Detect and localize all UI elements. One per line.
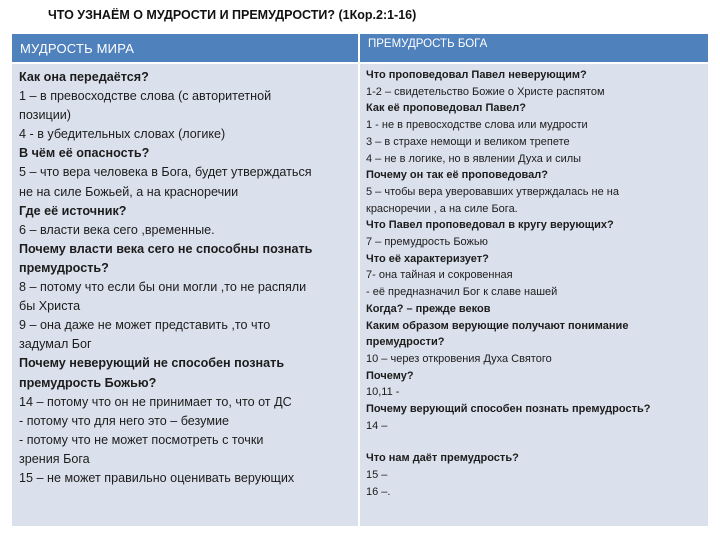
answer-line: 15 – не может правильно оценивать верующих [19,470,295,485]
question-line: Почему он так её проповедовал? [366,169,548,182]
answer-line: зрения Бога [19,451,90,466]
header-worldly-wisdom: МУДРОСТЬ МИРА [12,34,358,62]
answer-line: 14 – потому что он не принимает то, что от ДС [19,394,292,409]
answer-line: 16 –. [366,485,391,498]
answer-line: 1 - не в превосходстве слова или мудрости [366,119,588,132]
question-line: Как её проповедовал Павел? [366,102,526,115]
question-line: премудрости? [366,336,445,349]
question-line: Что нам даёт премудрость? [366,452,519,465]
worldly-wisdom-cell [12,64,358,526]
question-line: Что её характеризует? [366,252,489,265]
question-line: Почему? [366,369,414,382]
answer-line: 3 – в страхе немощи и великом трепете [366,135,570,148]
answer-line: 7- она тайная и сокровенная [366,269,513,282]
answer-line: 7 – премудрость Божью [366,236,488,249]
answer-line: 6 – власти века сего ,временные. [19,222,215,237]
answer-line: красноречии , а на силе Бога. [366,202,518,215]
answer-line: 5 – что вера человека в Бога, будет утверждаться [19,165,312,180]
answer-line: позиции) [19,108,71,123]
answer-line: задумал Бог [19,337,92,352]
answer-line: бы Христа [19,299,81,314]
answer-line: 4 - в убедительных словах (логике) [19,127,226,142]
header-divine-wisdom: ПРЕМУДРОСТЬ БОГА [360,34,708,62]
question-line: Почему верующий способен познать премудрость? [366,403,651,416]
comparison-table [12,34,708,526]
answer-line: 1-2 – свидетельство Божие о Христе распятом [366,85,605,98]
answer-line: 15 – [366,469,388,482]
question-line: премудрость Божью? [19,375,157,390]
question-line: Когда? – прежде веков [366,302,491,315]
question-line: Как она передаётся? [19,70,149,84]
slide-title-main: ЧТО УЗНАЁМ О МУДРОСТИ И ПРЕМУДРОСТИ? [48,8,336,22]
question-line: премудрость? [19,260,109,275]
answer-line: 14 – [366,419,388,432]
answer-line: 4 – не в логике, но в явлении Духа и силы [366,152,582,165]
question-line: Каким образом верующие получают понимание [366,319,629,332]
answer-line: 1 – в превосходстве слова (с авторитетной [19,89,272,104]
slide-title-reference: (1Кор.2:1-16) [338,8,417,22]
question-line: Что проповедовал Павел неверующим? [366,69,587,81]
answer-line: 5 – чтобы вера уверовавших утверждалась не на [366,185,619,198]
answer-line: 9 – она даже не может представить ,то что [19,318,271,333]
answer-line: - её предназначил Бог к славе нашей [366,286,558,299]
answer-line: - потому что не может посмотреть с точки [19,432,264,447]
question-line: В чём её опасность? [19,146,150,161]
slide-title [48,8,416,22]
answer-line: - потому что для него это – безумие [19,413,230,428]
answer-line: 8 – потому что если бы они могли ,то не распяли [19,280,307,295]
divine-wisdom-cell [360,64,708,526]
question-line: Где её источник? [19,203,127,218]
answer-line: не на силе Божьей, а на красноречии [19,184,239,199]
answer-line: 10,11 - [366,386,400,399]
question-line: Что Павел проповедовал в кругу верующих? [366,219,614,232]
answer-line: 10 – через откровения Духа Святого [366,352,552,365]
question-line: Почему неверующий не способен познать [19,356,285,371]
question-line: Почему власти века сего не способны познать [19,241,313,256]
spacer [366,434,704,450]
